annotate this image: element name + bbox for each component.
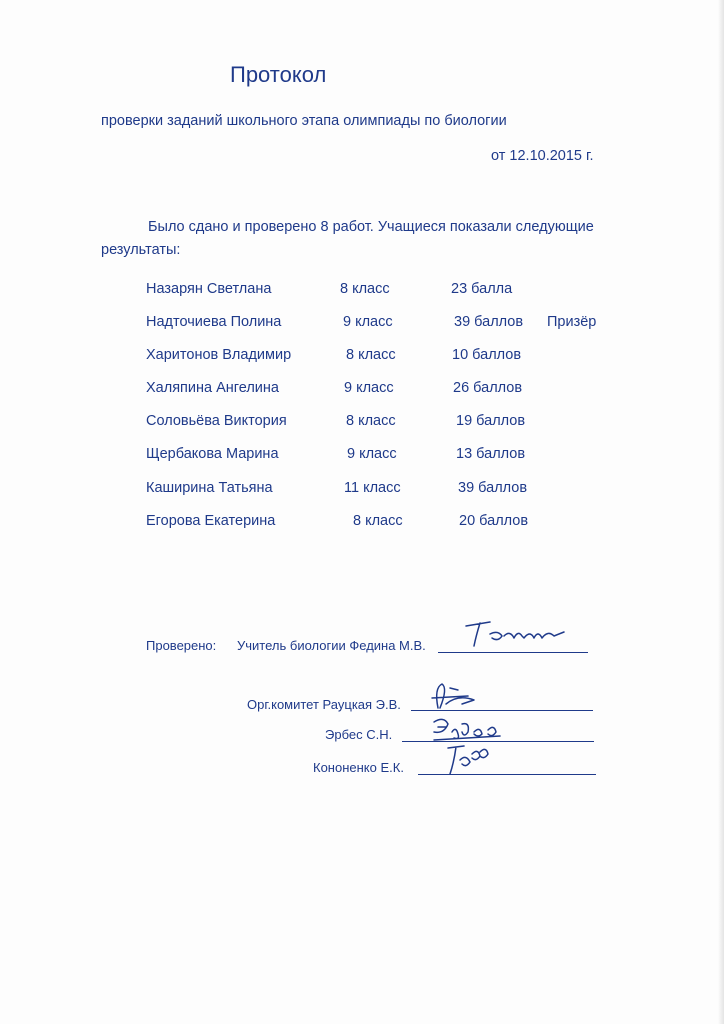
student-grade: 9 класс (347, 446, 397, 462)
result-row (0, 480, 724, 500)
student-score: 26 баллов (453, 380, 523, 396)
student-name: Соловьёва Виктория (146, 413, 287, 429)
student-grade: 8 класс (353, 513, 403, 529)
result-row (0, 314, 724, 334)
student-name: Щербакова Марина (146, 446, 279, 462)
student-name: Надточиева Полина (146, 314, 282, 330)
intro-text-line-1: Было сдано и проверено 8 работ. Учащиеся показали следующие (148, 219, 594, 235)
committee-member-1-label: Орг.комитет Рауцкая Э.В. (247, 697, 401, 712)
student-score: 10 баллов (452, 347, 522, 363)
student-score: 39 баллов (454, 314, 524, 330)
result-row (0, 347, 724, 367)
student-name: Халяпина Ангелина (146, 380, 279, 396)
committee-member-2-label: Эрбес С.Н. (325, 727, 393, 742)
student-score: 13 баллов (456, 446, 526, 462)
student-name: Егорова Екатерина (146, 513, 276, 529)
student-grade: 11 класс (344, 480, 401, 496)
committee-3-handwritten-signature (440, 742, 500, 781)
student-grade: 8 класс (346, 347, 396, 363)
student-name: Харитонов Владимир (146, 347, 292, 363)
committee-member-3-label: Кононенко Е.К. (313, 760, 404, 775)
result-row (0, 413, 724, 433)
student-name: Назарян Светлана (146, 281, 272, 297)
student-score: 23 балла (451, 281, 513, 297)
result-row (0, 513, 724, 533)
document-subtitle: проверки заданий школьного этапа олимпиады по биологии (101, 113, 507, 129)
student-name: Каширина Татьяна (146, 480, 273, 496)
result-row (0, 380, 724, 400)
student-note: Призёр (547, 314, 597, 330)
student-grade: 9 класс (343, 314, 393, 330)
document-date: от 12.10.2015 г. (491, 148, 594, 164)
result-row (0, 446, 724, 466)
student-score: 39 баллов (458, 480, 528, 496)
student-grade: 8 класс (346, 413, 396, 429)
student-grade: 8 класс (340, 281, 390, 297)
intro-text-line-2: результаты: (101, 242, 181, 258)
checked-label: Проверено: (146, 638, 217, 653)
student-grade: 9 класс (344, 380, 394, 396)
scan-edge-shadow (718, 0, 724, 1024)
result-row (0, 281, 724, 301)
document-title: Протокол (230, 62, 327, 87)
student-score: 20 баллов (459, 513, 529, 529)
teacher-signature-label: Учитель биологии Федина М.В. (237, 638, 426, 653)
student-score: 19 баллов (456, 413, 526, 429)
teacher-handwritten-signature (460, 612, 570, 655)
